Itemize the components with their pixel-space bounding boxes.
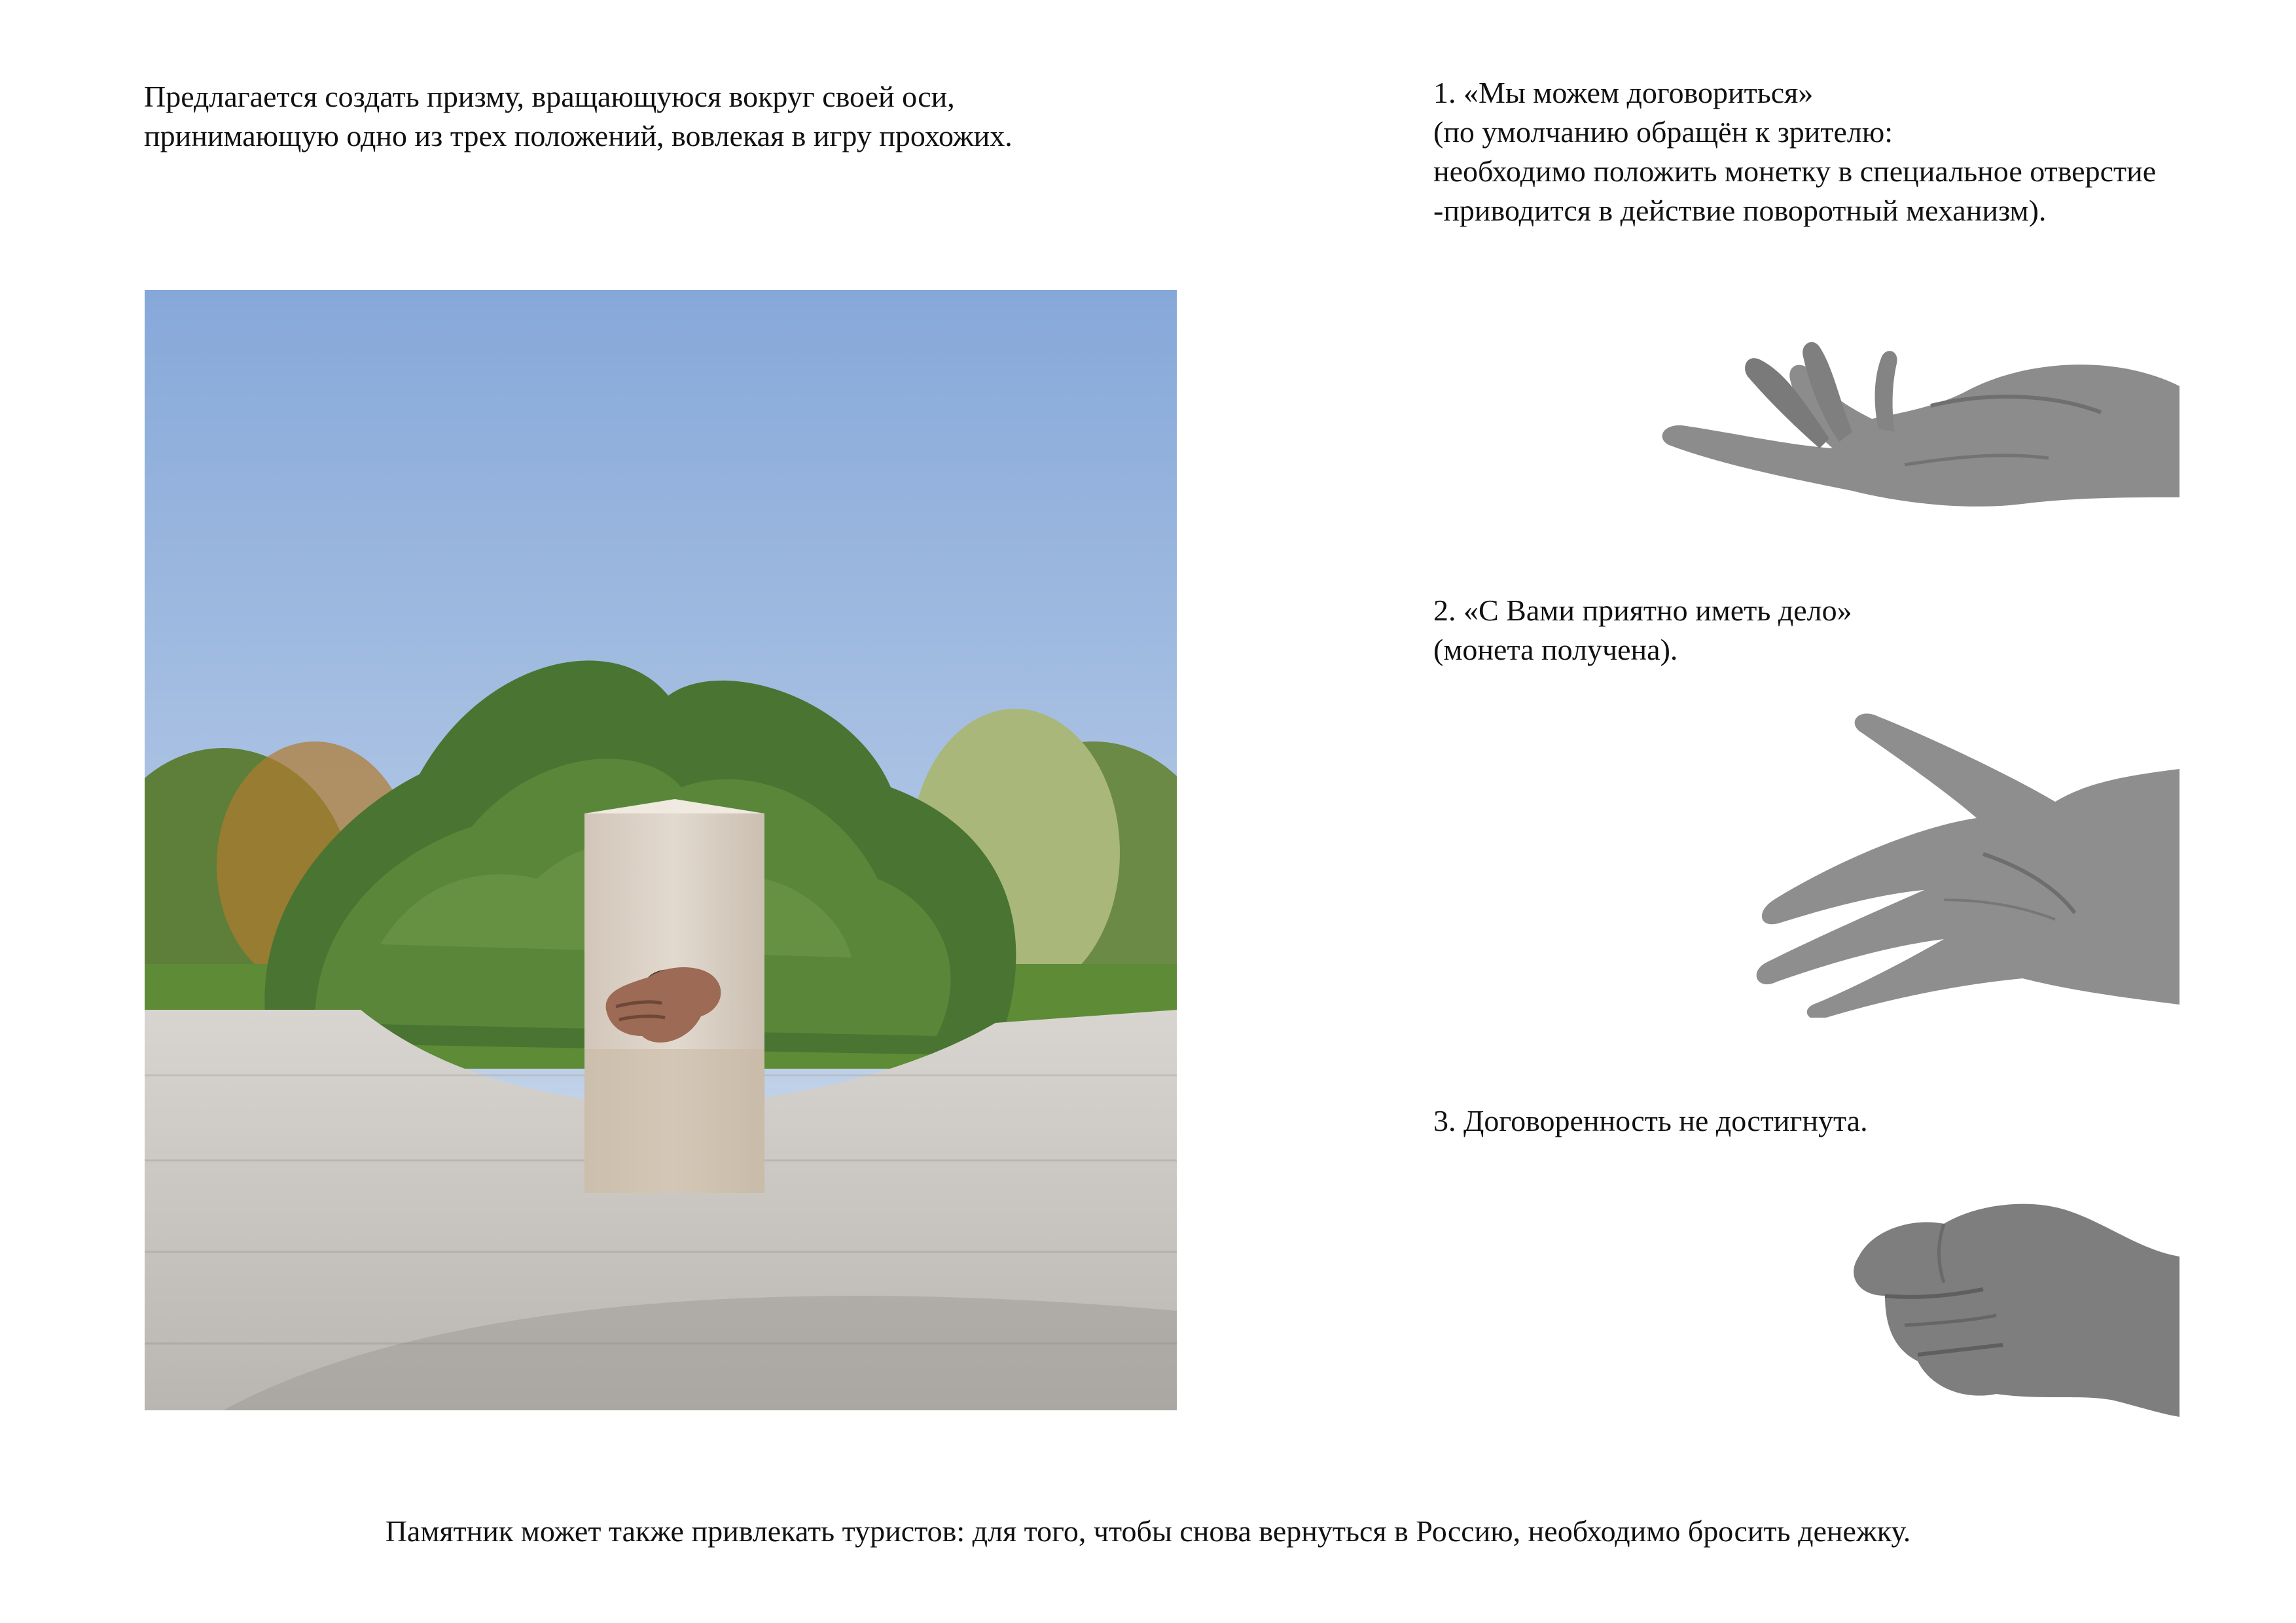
position-1-line-3: необходимо положить монетку в специальное отверстие <box>1433 154 2157 188</box>
position-2-text <box>1433 591 1852 669</box>
open-palm-up-hand-icon <box>1656 334 2179 524</box>
footer-text: Памятник может также привлекать туристов: для того, чтобы снова вернуться в Россию, необходимо бросить денежку. <box>385 1514 1911 1548</box>
position-1-text <box>1433 73 2156 230</box>
position-3-text <box>1433 1101 1868 1141</box>
position-1-title: 1. «Мы можем договориться» <box>1433 76 1814 109</box>
open-palm-hand-icon <box>1748 704 2179 1018</box>
position-1-line-2: (по умолчанию обращён к зрителю: <box>1433 115 1893 149</box>
fist-hand-icon <box>1846 1185 2179 1420</box>
intro-text <box>144 77 1013 156</box>
intro-line-2: принимающую одно из трех положений, вовлекая в игру прохожих. <box>144 119 1013 152</box>
park-photo <box>145 290 1177 1410</box>
position-3-title: 3. Договоренность не достигнута. <box>1433 1104 1868 1137</box>
intro-line-1: Предлагается создать призму, вращающуюся вокруг своей оси, <box>144 80 955 113</box>
position-2-line-2: (монета получена). <box>1433 633 1678 666</box>
position-1-line-4: -приводится в действие поворотный механизм). <box>1433 194 2047 227</box>
position-2-title: 2. «С Вами приятно иметь дело» <box>1433 594 1852 627</box>
